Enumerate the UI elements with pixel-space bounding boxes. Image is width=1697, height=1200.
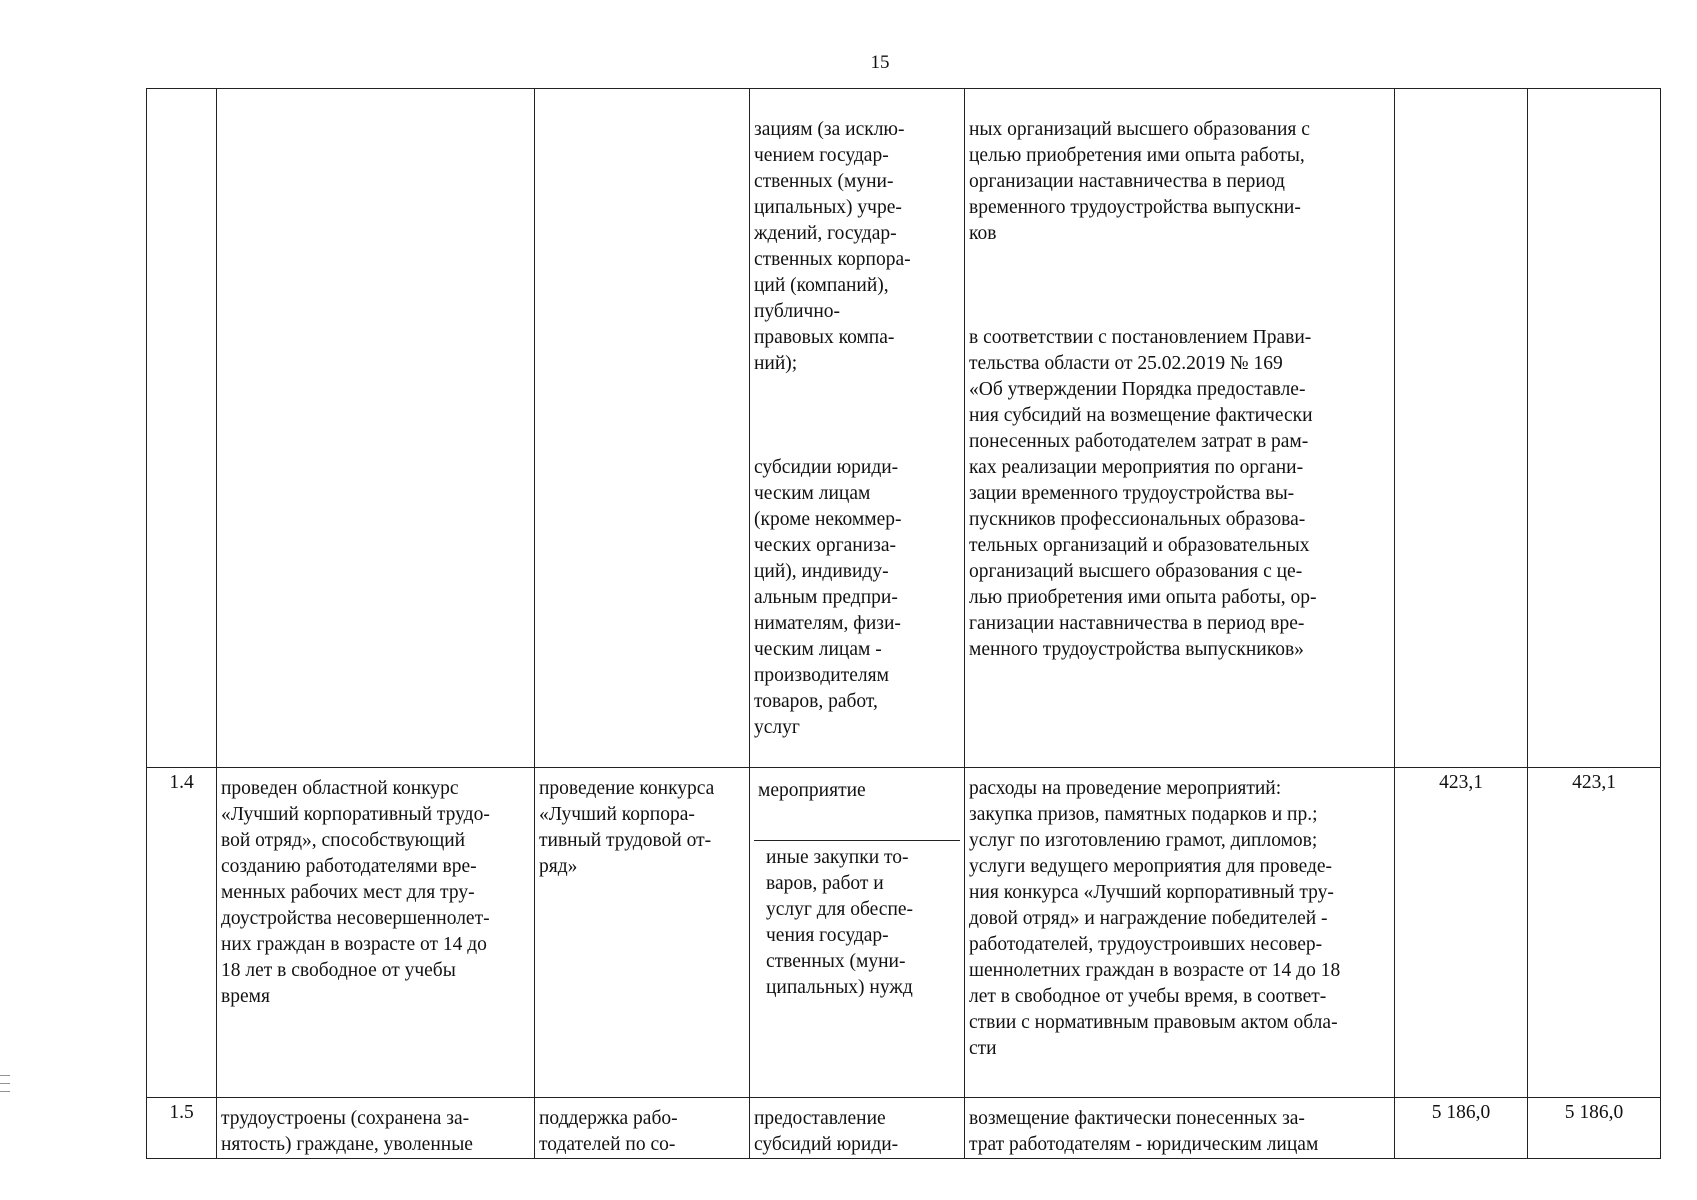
cell-description: расходы на проведение мероприятий: закупка призов, памятных подарков и пр.; услуг по изготовлению грамот, дипломов; услуги ведущего мероприятия для проведе- ния конкурса «Лучший корпоративный тру- довой отряд» и награждение победителей - работодателей, трудоустроивших несовер- шеннолетних граждан в возрасте от 14 до 18 лет в свободное от учебы время, в соответ- ствии с нормативным правовым актом обла- сти [965, 768, 1395, 1098]
cell-result: проведен областной конкурс «Лучший корпоративный трудо- вой отряд», способствующий созданию работодателями вре- менных рабочих мест для тру- доустройства несовершеннолет- них граждан в возрасте от 14 до 18 лет в свободное от учебы время [217, 768, 535, 1098]
description-text-2: в соответствии с постановлением Прави- тельства области от 25.02.2019 № 169 «Об утверждении Порядка предоставле- ния субсидий на возмещение фактически понесенных работодателем затрат в рам- ках реализации мероприятия по органи- зации временного трудоустройства вы- пускников профессиональных образова- тельных организаций и образовательных организаций высшего образования с це- лью приобретения ими опыта работы, ор- ганизации наставничества в период вре- менного трудоустройства выпускников» [969, 327, 1317, 660]
expense-type-text-2: субсидии юриди- ческим лицам (кроме некоммер- ческих организа- ций), индивиду- альным предпри- нимателям, физи- ческим лицам - производителям товаров, работ, услуг [754, 457, 902, 738]
expense-type-top: мероприятие [754, 770, 960, 841]
cell-activity-empty [535, 89, 750, 768]
cell-amount-1: 5 186,0 [1395, 1098, 1528, 1159]
cell-amount-2: 5 186,0 [1528, 1098, 1661, 1159]
cell-expense-type [750, 768, 965, 1098]
table-row-1-4 [147, 768, 1661, 1098]
table-row-continued [147, 89, 1661, 768]
description-text-1: ных организаций высшего образования с целью приобретения ими опыта работы, организации наставничества в период временного трудоустройства выпускни- ков [969, 119, 1310, 244]
cell-result: трудоустроены (сохранена за- нятость) граждане, уволенные [217, 1098, 535, 1159]
table-row-1-5 [147, 1098, 1661, 1159]
row-number: 1.5 [147, 1098, 217, 1159]
cell-activity: проведение конкурса «Лучший корпора- тивный трудовой от- ряд» [535, 768, 750, 1098]
cell-activity: поддержка рабо- тодателей по со- [535, 1098, 750, 1159]
cell-description [965, 89, 1395, 768]
cell-result-empty [217, 89, 535, 768]
expense-type-text-1: зациям (за исклю- чением государ- ственных (муни- ципальных) учре- ждений, государ- ственных корпора- ций (компаний), публично- правовых компа- ний); [754, 119, 911, 374]
cell-amount-2: 423,1 [1528, 768, 1661, 1098]
cell-amount-2-empty [1528, 89, 1661, 768]
budget-table [146, 88, 1661, 1159]
cell-expense-type: предоставление субсидий юриди- [750, 1098, 965, 1159]
cell-amount-1-empty [1395, 89, 1528, 768]
expense-type-bottom: иные закупки то- варов, работ и услуг для обеспе- чения государ- ственных (муни- ципальных) нужд [766, 847, 914, 998]
cell-expense-type [750, 89, 965, 768]
margin-mark: — — — [0, 1070, 10, 1097]
page-number: 15 [870, 52, 890, 73]
cell-num-empty [147, 89, 217, 768]
cell-amount-1: 423,1 [1395, 768, 1528, 1098]
row-number: 1.4 [147, 768, 217, 1098]
cell-description: возмещение фактически понесенных за- трат работодателям - юридическим лицам [965, 1098, 1395, 1159]
